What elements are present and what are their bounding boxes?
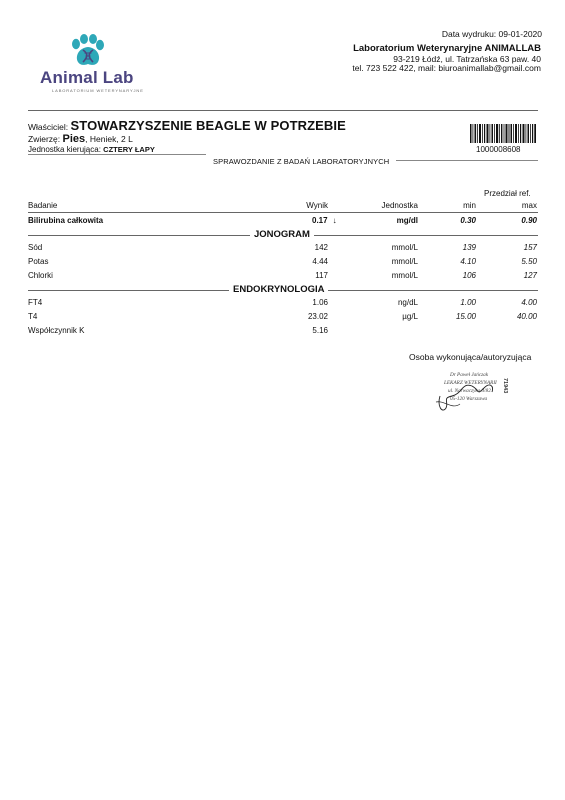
test-unit: mg/dl: [396, 216, 418, 225]
signature-stamp: [432, 366, 514, 416]
test-max: 127: [523, 271, 537, 280]
test-max: 5.50: [521, 257, 537, 266]
test-min: 139: [462, 243, 476, 252]
test-result: 1.06: [312, 298, 328, 307]
animal-details: , Heniek, 2 L: [85, 134, 133, 144]
logo-subtitle: LABORATORIUM WETERYNARYJNE: [52, 88, 144, 93]
unit-label: Jednostka kierująca:: [28, 145, 101, 154]
test-result: [262, 216, 342, 225]
max-header: max: [521, 201, 537, 210]
test-min: 0.30: [460, 216, 476, 225]
test-min: 106: [462, 271, 476, 280]
lab-name: Laboratorium Weterynaryjne ANIMALLAB: [353, 43, 541, 54]
print-date: Data wydruku: 09-01-2020: [441, 29, 542, 39]
test-name: Bilirubina całkowita: [28, 216, 104, 225]
owner-name: STOWARZYSZENIE BEAGLE W POTRZEBIE: [70, 118, 346, 133]
test-result: 4.44: [312, 257, 328, 266]
test-unit: mmol/L: [391, 271, 418, 280]
stamp-number: 71943: [502, 378, 508, 394]
paw-dna-logo-icon: [67, 34, 107, 68]
animal-label: Zwierzę:: [28, 134, 61, 144]
test-max: 157: [523, 243, 537, 252]
test-unit: mmol/L: [391, 243, 418, 252]
report-title-left-line: [28, 154, 206, 155]
test-unit: µg/L: [402, 312, 418, 321]
low-flag-arrow-icon: ↓: [332, 216, 337, 225]
test-max: 4.00: [521, 298, 537, 307]
test-unit: mmol/L: [391, 257, 418, 266]
stamp-line: Dr Paweł Jańczak: [450, 372, 489, 378]
test-result: 5.16: [312, 326, 328, 335]
test-min: 4.10: [460, 257, 476, 266]
logo-text: Animal Lab: [40, 68, 134, 87]
referring-unit-row: [28, 145, 155, 154]
test-name: Chlorki: [28, 271, 53, 280]
test-result: 142: [314, 243, 328, 252]
test-name: T4: [28, 312, 38, 321]
test-result: 117: [315, 271, 328, 280]
test-min: 15.00: [455, 312, 476, 321]
barcode-number: 1000008608: [476, 145, 521, 154]
stamp-line: LEKARZ WETERYNARII: [444, 380, 497, 386]
lab-contact: tel. 723 522 422, mail: biuroanimallab@gmail.com: [352, 63, 541, 73]
species: Pies: [62, 133, 86, 145]
table-header-divider: [28, 212, 538, 213]
test-result: 23.02: [307, 312, 328, 321]
owner-row: [28, 118, 346, 133]
stamp-line: 05-120 Warszawa: [450, 396, 488, 402]
report-title-right-line: [396, 160, 538, 161]
test-name: Współczynnik K: [28, 326, 85, 335]
result-value: 0.17: [312, 216, 328, 225]
test-name: Potas: [28, 257, 49, 266]
test-max: 40.00: [516, 312, 537, 321]
header-divider: [28, 110, 538, 111]
section-title: JONOGRAM: [250, 229, 314, 240]
test-min: 1.00: [460, 298, 476, 307]
lab-address: 93-219 Łódź, ul. Tatrzańska 63 paw. 40: [393, 54, 541, 64]
stamp-line: ul. Narwaczyka 3/82: [448, 388, 491, 394]
test-header: Badanie: [28, 201, 58, 210]
unit-name: CZTERY ŁAPY: [103, 145, 155, 154]
animal-row: [28, 133, 133, 145]
ref-range-header: Przedział ref.: [484, 189, 531, 198]
unit-header: Jednostka: [381, 201, 418, 210]
test-max: 0.90: [521, 216, 537, 225]
min-header: min: [463, 201, 476, 210]
test-name: FT4: [28, 298, 43, 307]
signer-label: Osoba wykonująca/autoryzująca: [409, 352, 532, 362]
barcode-icon: [470, 124, 536, 143]
section-title: ENDOKRYNOLOGIA: [229, 284, 328, 295]
result-header: Wynik: [306, 201, 328, 210]
report-title: SPRAWOZDANIE Z BADAŃ LABORATORYJNYCH: [213, 157, 390, 166]
owner-label: Właściciel:: [28, 122, 69, 132]
test-name: Sód: [28, 243, 43, 252]
test-unit: ng/dL: [397, 298, 418, 307]
